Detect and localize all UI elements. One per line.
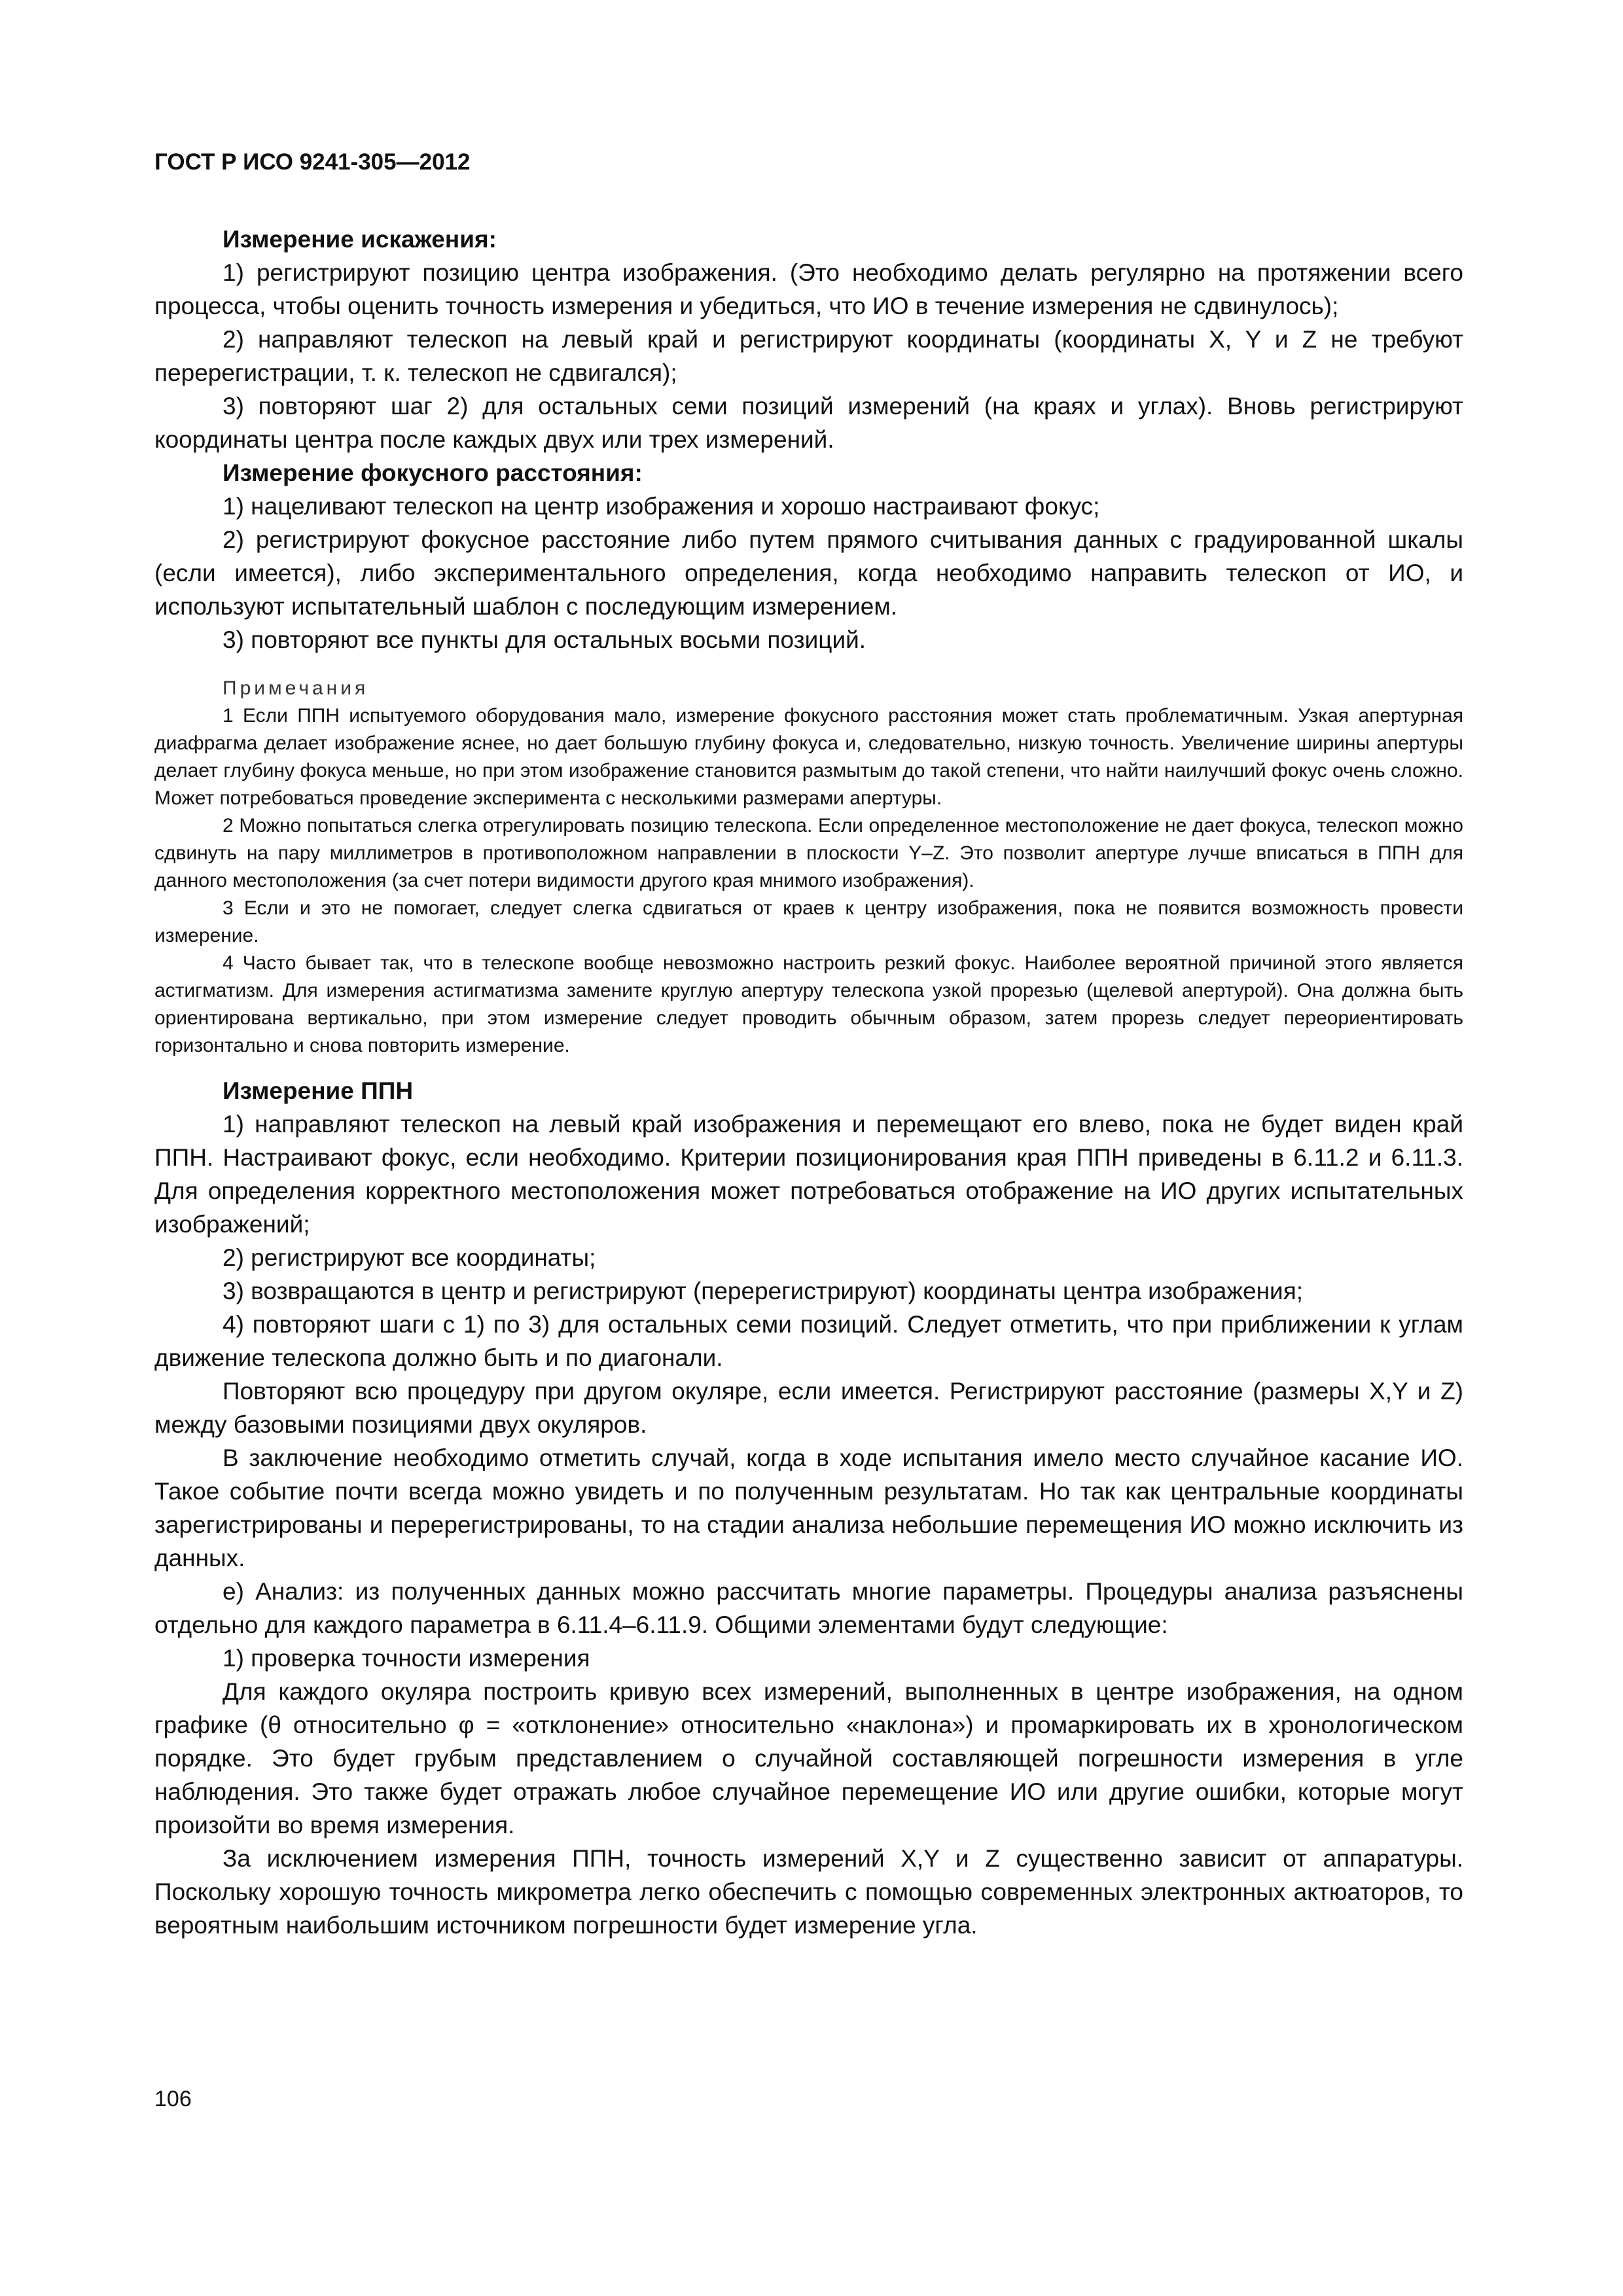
section-heading-ppn: Измерение ППН xyxy=(223,1077,414,1104)
paragraph: 1) проверка точности измерения xyxy=(223,1645,590,1672)
note: 1 Если ППН испытуемого оборудования мало, измерение фокусного расстояния может стать проблематичным. Узкая апертурная диафрагма делает изображение яснее, но дает большую глубину фокуса и, следовательно, низкую точность. Увеличение ширины апертуры делает глубину фокуса меньше, но при этом изображение становится размытым до такой степени, что найти наилучший фокус очень сложно. Может потребоваться проведение эксперимента с несколькими размерами апертуры. xyxy=(154,705,1463,809)
page-number: 106 xyxy=(154,2087,192,2111)
main-content xyxy=(154,223,1463,1942)
paragraph: За исключением измерения ППН, точность измерений X,Y и Z существенно зависит от аппаратуры. Поскольку хорошую точность микрометра легко обеспечить с помощью современных электронных актюаторов, то вероятным наибольшим источником погрешности будет измерение угла. xyxy=(154,1845,1463,1939)
paragraph: 4) повторяют шаги с 1) по 3) для остальных семи позиций. Следует отметить, что при приближении к углам движение телескопа должно быть и по диагонали. xyxy=(154,1311,1463,1371)
paragraph: 3) повторяют все пункты для остальных восьми позиций. xyxy=(223,626,866,653)
paragraph: 3) повторяют шаг 2) для остальных семи позиций измерений (на краях и углах). Вновь регистрируют координаты центра после каждых двух или трех измерений. xyxy=(154,393,1463,453)
paragraph: Для каждого окуляра построить кривую всех измерений, выполненных в центре изображения, на одном графике (θ относительно φ = «отклонение» относительно «наклона») и промаркировать их в хронологическом порядке. Это будет грубым представлением о случайной составляющей погрешности измерения в угле наблюдения. Это также будет отражать любое случайное перемещение ИО или другие ошибки, которые могут произойти во время измерения. xyxy=(154,1678,1463,1839)
section-heading-focal: Измерение фокусного расстояния: xyxy=(223,459,643,486)
note: 3 Если и это не помогает, следует слегка сдвигаться от краев к центру изображения, пока не появится возможность провести измерение. xyxy=(154,897,1463,946)
paragraph: 2) направляют телескоп на левый край и регистрируют координаты (координаты X, Y и Z не требуют перерегистрации, т. к. телескоп не сдвигался); xyxy=(154,326,1463,386)
notes-block xyxy=(154,675,1463,1060)
note: 4 Часто бывает так, что в телескопе вообще невозможно настроить резкий фокус. Наиболее вероятной причиной этого является астигматизм. Для измерения астигматизма замените круглую апертуру телескопа узкой прорезью (щелевой апертурой). Она должна быть ориентирована вертикально, при этом измерение следует проводить обычным образом, затем прорезь следует переориентировать горизонтально и снова повторить измерение. xyxy=(154,952,1463,1056)
paragraph: e) Анализ: из полученных данных можно рассчитать многие параметры. Процедуры анализа разъяснены отдельно для каждого параметра в 6.11.4–6.11.9. Общими элементами будут следующие: xyxy=(154,1578,1463,1638)
section-heading-distortion: Измерение искажения: xyxy=(223,226,497,253)
note: 2 Можно попытаться слегка отрегулировать позицию телескопа. Если определенное местоположение не дает фокуса, телескоп можно сдвинуть на пару миллиметров в противоположном направлении в плоскости Y–Z. Это позволит апертуре лучше вписаться в ППН для данного местоположения (за счет потери видимости другого края мнимого изображения). xyxy=(154,815,1464,891)
notes-heading: Примечания xyxy=(223,677,369,699)
paragraph: 1) регистрируют позицию центра изображения. (Это необходимо делать регулярно на протяжении всего процесса, чтобы оценить точность измерения и убедиться, что ИО в течение измерения не сдвинулось); xyxy=(154,259,1463,319)
paragraph: В заключение необходимо отметить случай, когда в ходе испытания имело место случайное касание ИО. Такое событие почти всегда можно увидеть и по полученным результатам. Но так как центральные координаты зарегистрированы и перерегистрированы, то на стадии анализа небольшие перемещения ИО можно исключить из данных. xyxy=(154,1444,1463,1571)
paragraph: 3) возвращаются в центр и регистрируют (перерегистрируют) координаты центра изображения; xyxy=(223,1278,1304,1304)
paragraph: Повторяют всю процедуру при другом окуляре, если имеется. Регистрируют расстояние (размеры X,Y и Z) между базовыми позициями двух окуляров. xyxy=(154,1378,1463,1438)
paragraph: 2) регистрируют фокусное расстояние либо путем прямого считывания данных с градуированной шкалы (если имеется), либо экспериментального определения, когда необходимо направить телескоп от ИО, и используют испытательный шаблон с последующим измерением. xyxy=(154,526,1463,620)
paragraph: 2) регистрируют все координаты; xyxy=(223,1244,596,1271)
document-header: ГОСТ Р ИСО 9241-305—2012 xyxy=(154,149,471,175)
paragraph: 1) направляют телескоп на левый край изображения и перемещают его влево, пока не будет виден край ППН. Настраивают фокус, если необходимо. Критерии позиционирования края ППН приведены в 6.11.2 и 6.11.3. Для определения корректного местоположения может потребоваться отображение на ИО других испытательных изображений; xyxy=(154,1111,1463,1238)
paragraph: 1) нацеливают телескоп на центр изображения и хорошо настраивают фокус; xyxy=(223,493,1100,520)
